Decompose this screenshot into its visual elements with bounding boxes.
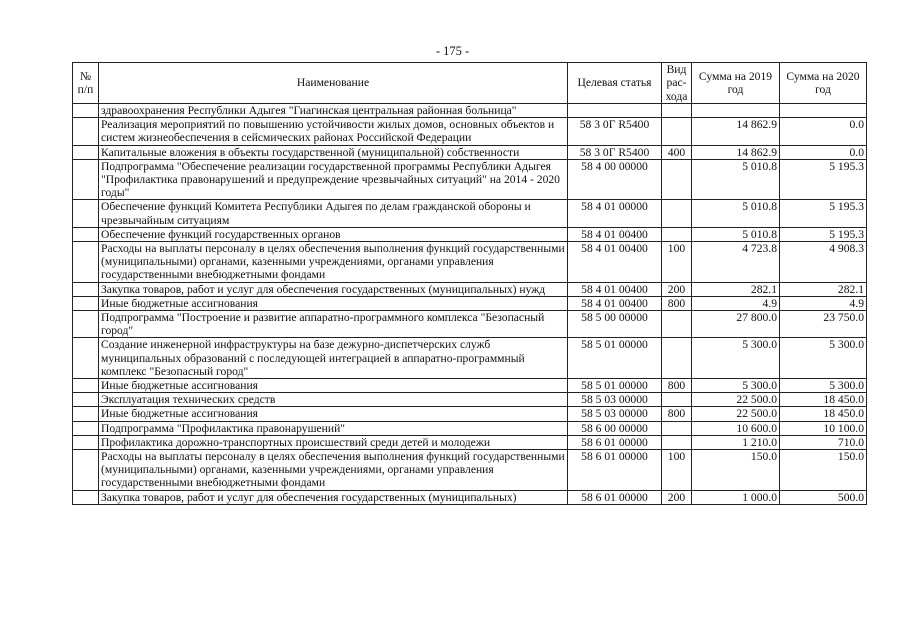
header-code: Целевая статья [568, 63, 662, 104]
cell-vid: 100 [662, 450, 692, 491]
cell-num [73, 104, 99, 118]
table-row [73, 200, 867, 227]
cell-sum-2019: 22 500.0 [692, 393, 780, 407]
cell-num [73, 200, 99, 227]
cell-sum-2019: 5 300.0 [692, 379, 780, 393]
cell-num [73, 282, 99, 296]
cell-vid: 100 [662, 242, 692, 283]
cell-num [73, 338, 99, 379]
cell-sum-2020: 10 100.0 [780, 421, 867, 435]
cell-name: Подпрограмма "Обеспечение реализации государственной программы Республики Адыгея "Профилактика правонарушений и предупреждение чрезвычайных ситуаций" на 2014 - 2020 годы" [99, 159, 568, 200]
cell-num [73, 118, 99, 145]
cell-code: 58 4 01 00400 [568, 296, 662, 310]
cell-sum-2019: 5 300.0 [692, 338, 780, 379]
cell-code: 58 3 0Г R5400 [568, 118, 662, 145]
cell-code: 58 3 0Г R5400 [568, 145, 662, 159]
cell-sum-2020: 710.0 [780, 435, 867, 449]
cell-num [73, 296, 99, 310]
cell-vid: 200 [662, 282, 692, 296]
page-number: - 175 - [435, 44, 470, 58]
cell-code: 58 5 01 00000 [568, 379, 662, 393]
cell-num [73, 421, 99, 435]
table-row [73, 145, 867, 159]
cell-name: Иные бюджетные ассигнования [99, 407, 568, 421]
cell-sum-2019: 4 723.8 [692, 242, 780, 283]
cell-code: 58 5 03 00000 [568, 393, 662, 407]
cell-name: Реализация мероприятий по повышению устойчивости жилых домов, основных объектов и систем жизнеобеспечения в сейсмических районах Российской Федерации [99, 118, 568, 145]
cell-code: 58 5 00 00000 [568, 311, 662, 338]
cell-num [73, 311, 99, 338]
table-row [73, 118, 867, 145]
cell-sum-2019: 282.1 [692, 282, 780, 296]
cell-sum-2020: 4 908.3 [780, 242, 867, 283]
cell-sum-2020: 5 195.3 [780, 200, 867, 227]
cell-name: Подпрограмма "Построение и развитие аппаратно-программного комплекса "Безопасный город" [99, 311, 568, 338]
header-name: Наименование [99, 63, 568, 104]
cell-sum-2020: 5 195.3 [780, 227, 867, 241]
cell-sum-2019: 5 010.8 [692, 227, 780, 241]
cell-sum-2019 [692, 104, 780, 118]
cell-name: Капитальные вложения в объекты государственной (муниципальной) собственности [99, 145, 568, 159]
cell-name: Расходы на выплаты персоналу в целях обеспечения выполнения функций государственными (муниципальными) органами, казенными учреждениями, органами управления государственными внебюджетными фондами [99, 450, 568, 491]
cell-num [73, 393, 99, 407]
cell-name: Расходы на выплаты персоналу в целях обеспечения выполнения функций государственными (муниципальными) органами, казенными учреждениями, органами управления государственными внебюджетными фондами [99, 242, 568, 283]
cell-name: Иные бюджетные ассигнования [99, 379, 568, 393]
cell-sum-2019: 1 210.0 [692, 435, 780, 449]
cell-sum-2019: 22 500.0 [692, 407, 780, 421]
cell-sum-2019: 14 862.9 [692, 145, 780, 159]
cell-sum-2019: 14 862.9 [692, 118, 780, 145]
cell-sum-2020: 0.0 [780, 118, 867, 145]
cell-sum-2019: 10 600.0 [692, 421, 780, 435]
table-row [73, 450, 867, 491]
cell-num [73, 145, 99, 159]
cell-name: Профилактика дорожно-транспортных происшествий среди детей и молодежи [99, 435, 568, 449]
cell-sum-2019: 150.0 [692, 450, 780, 491]
header-num: № п/п [73, 63, 99, 104]
cell-sum-2020: 150.0 [780, 450, 867, 491]
cell-code: 58 4 01 00400 [568, 242, 662, 283]
budget-table [72, 62, 867, 505]
cell-sum-2020: 5 300.0 [780, 338, 867, 379]
cell-vid: 800 [662, 296, 692, 310]
table-row [73, 338, 867, 379]
cell-sum-2020 [780, 104, 867, 118]
cell-code: 58 6 01 00000 [568, 490, 662, 504]
cell-code: 58 5 01 00000 [568, 338, 662, 379]
table-row [73, 242, 867, 283]
header-sum-2020: Сумма на 2020 год [780, 63, 867, 104]
cell-vid: 800 [662, 407, 692, 421]
cell-vid [662, 227, 692, 241]
cell-code: 58 4 00 00000 [568, 159, 662, 200]
cell-vid [662, 200, 692, 227]
cell-name: Обеспечение функций Комитета Республики Адыгея по делам гражданской обороны и чрезвычайным ситуациям [99, 200, 568, 227]
table-row [73, 227, 867, 241]
cell-sum-2020: 5 300.0 [780, 379, 867, 393]
cell-num [73, 450, 99, 491]
table-row [73, 490, 867, 504]
cell-sum-2020: 282.1 [780, 282, 867, 296]
cell-num [73, 159, 99, 200]
cell-vid [662, 393, 692, 407]
table-row [73, 159, 867, 200]
table-row [73, 393, 867, 407]
table-row [73, 282, 867, 296]
cell-vid [662, 118, 692, 145]
cell-vid [662, 338, 692, 379]
cell-sum-2020: 500.0 [780, 490, 867, 504]
table-row [73, 379, 867, 393]
cell-vid [662, 311, 692, 338]
cell-sum-2019: 5 010.8 [692, 159, 780, 200]
cell-vid [662, 104, 692, 118]
cell-code: 58 6 01 00000 [568, 450, 662, 491]
cell-vid [662, 159, 692, 200]
cell-code: 58 4 01 00400 [568, 227, 662, 241]
cell-name: Закупка товаров, работ и услуг для обеспечения государственных (муниципальных) [99, 490, 568, 504]
cell-vid: 800 [662, 379, 692, 393]
cell-num [73, 490, 99, 504]
cell-vid [662, 435, 692, 449]
table-body [73, 104, 867, 505]
header-vid: Вид рас-хода [662, 63, 692, 104]
cell-num [73, 435, 99, 449]
cell-sum-2019: 27 800.0 [692, 311, 780, 338]
cell-name: Эксплуатация технических средств [99, 393, 568, 407]
table-header [73, 63, 867, 104]
cell-name: Обеспечение функций государственных органов [99, 227, 568, 241]
table-row [73, 311, 867, 338]
cell-name: Иные бюджетные ассигнования [99, 296, 568, 310]
cell-name: Создание инженерной инфраструктуры на базе дежурно-диспетчерских служб муниципальных образований с последующей интеграцией в аппаратно-программный комплекс "Безопасный город" [99, 338, 568, 379]
header-sum-2019: Сумма на 2019 год [692, 63, 780, 104]
table-row [73, 104, 867, 118]
cell-vid: 400 [662, 145, 692, 159]
cell-num [73, 242, 99, 283]
table-row [73, 296, 867, 310]
cell-vid [662, 421, 692, 435]
table-row [73, 407, 867, 421]
table-row [73, 435, 867, 449]
cell-sum-2019: 5 010.8 [692, 200, 780, 227]
cell-code: 58 4 01 00400 [568, 282, 662, 296]
cell-sum-2019: 1 000.0 [692, 490, 780, 504]
cell-num [73, 227, 99, 241]
cell-sum-2020: 18 450.0 [780, 407, 867, 421]
cell-sum-2020: 23 750.0 [780, 311, 867, 338]
cell-code: 58 4 01 00000 [568, 200, 662, 227]
cell-sum-2019: 4.9 [692, 296, 780, 310]
cell-sum-2020: 0.0 [780, 145, 867, 159]
cell-num [73, 379, 99, 393]
cell-code: 58 5 03 00000 [568, 407, 662, 421]
cell-sum-2020: 4.9 [780, 296, 867, 310]
cell-name: Закупка товаров, работ и услуг для обеспечения государственных (муниципальных) нужд [99, 282, 568, 296]
cell-code: 58 6 01 00000 [568, 435, 662, 449]
table-row [73, 421, 867, 435]
cell-sum-2020: 18 450.0 [780, 393, 867, 407]
cell-code [568, 104, 662, 118]
cell-sum-2020: 5 195.3 [780, 159, 867, 200]
cell-code: 58 6 00 00000 [568, 421, 662, 435]
cell-name: здравоохранения Республики Адыгея "Гиагинская центральная районная больница" [99, 104, 568, 118]
cell-vid: 200 [662, 490, 692, 504]
cell-num [73, 407, 99, 421]
cell-name: Подпрограмма "Профилактика правонарушений" [99, 421, 568, 435]
